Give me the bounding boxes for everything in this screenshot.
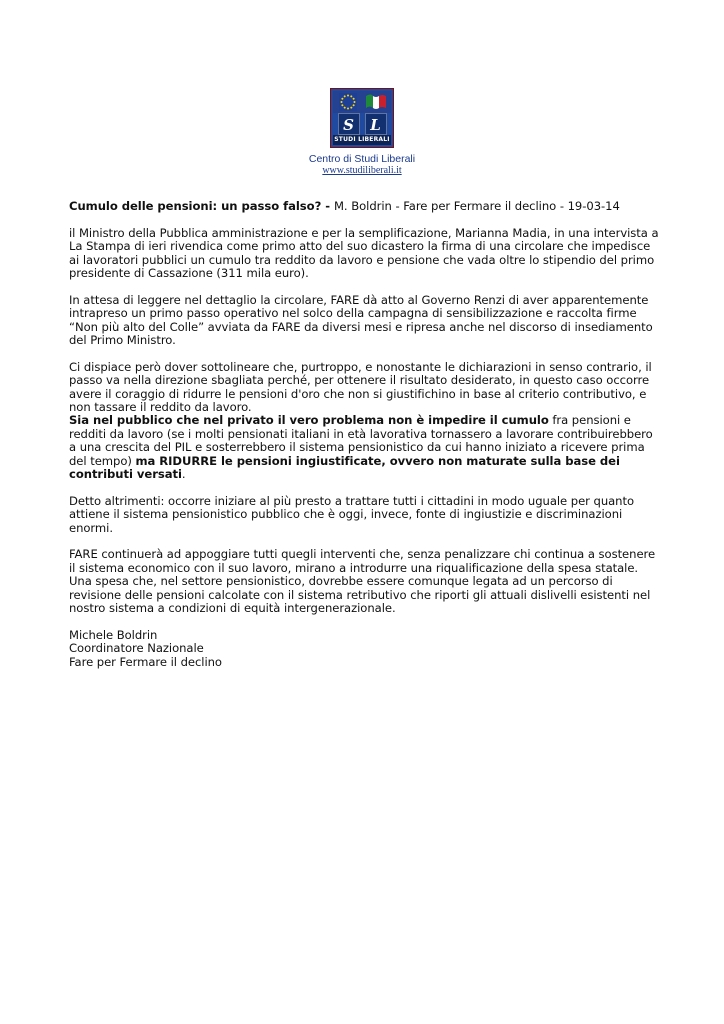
paragraph-3: Ci dispiace però dover sottolineare che, purtroppo, e nonostante le dichiarazioni in senso contrario, il passo va nella direzione sbagliata perché, per ottenere il risultato desiderato, in questo caso occorre avere il coraggio di ridurre le pensioni d'oro che non si giustifichino in base al criterio contributivo, e non tassare il reddito da lavoro.	[69, 359, 652, 415]
signature-name: Michele Boldrin	[69, 627, 158, 642]
paragraph-1: il Ministro della Pubblica amministrazione e per la semplificazione, Marianna Madia, in una intervista a La Stampa di ieri rivendica come primo atto del suo dicastero la firma di una circolare che impedisce ai lavoratori pubblici un cumulo tra reddito da lavoro e pensione che vada oltre lo stipendio del primo presidente di Cassazione (311 mila euro).	[69, 225, 659, 281]
logo-letters	[335, 113, 389, 135]
signature-block	[69, 629, 659, 669]
eu-stars-icon	[339, 93, 357, 111]
paragraph-5: Detto altrimenti: occorre iniziare al più presto a trattare tutti i cittadini in modo uguale per quanto attiene il sistema pensionistico pubblico che è oggi, invece, fonte di ingiustizie e discriminazioni enormi.	[69, 493, 635, 535]
studi-liberali-logo	[330, 88, 394, 148]
p4-bold-conclusion: ma RIDURRE le pensioni ingiustificate, ovvero non maturate sulla base dei contributi versati	[69, 453, 620, 482]
title-byline: M. Boldrin - Fare per Fermare il declino - 19-03-14	[333, 199, 620, 213]
signature-role: Coordinatore Nazionale	[69, 641, 204, 656]
italian-flag-icon	[365, 93, 387, 109]
article-title	[69, 200, 659, 213]
article-body	[69, 200, 659, 669]
header-logo-block	[300, 88, 424, 177]
paragraph-4	[69, 414, 659, 481]
title-bold: Cumulo delle pensioni: un passo falso? -	[69, 199, 334, 213]
p4-bold-lead: Sia nel pubblico che nel privato il vero problema non è impedire il cumulo	[69, 413, 549, 428]
signature-org: Fare per Fermare il declino	[69, 654, 222, 669]
p4-end: .	[181, 467, 186, 482]
paragraph-2: In attesa di leggere nel dettaglio la circolare, FARE dà atto al Governo Renzi di aver apparentemente intrapreso un primo passo operativo nel solco della campagna di sensibilizzazione e raccolta firme “Non più alto del Colle” avviata da FARE da diversi mesi e ripresa anche nel discorso di insediamento del Primo Ministro.	[69, 292, 653, 348]
website-link[interactable]: www.studiliberali.it	[322, 165, 402, 176]
org-name: Centro di Studi Liberali	[308, 153, 416, 165]
logo-letter-l: L	[365, 113, 387, 135]
p4-text: fra pensioni e redditi da lavoro (se i molti pensionati italiani in età lavorativa tornassero a lavorare contribuirebbero a una crescita del PIL e sosterrebbero il sistema pensionistico da cui hanno iniziato a ricevere prima del tempo)	[69, 413, 653, 468]
logo-band-text: STUDI LIBERALI	[334, 136, 390, 143]
paragraph-6: FARE continuerà ad appoggiare tutti quegli interventi che, senza penalizzare chi continua a sostenere il sistema economico con il suo lavoro, mirano a introdurre una riqualificazione della spesa statale. Una spesa che, nel settore pensionistico, dovrebbe essere comunque legata ad un percorso di revisione delle pensioni calcolate con il sistema retributivo che riporti gli attuali dislivelli esistenti nel nostro sistema a condizioni di equità intergenerazionale.	[69, 547, 656, 616]
logo-letter-s: S	[338, 113, 360, 135]
